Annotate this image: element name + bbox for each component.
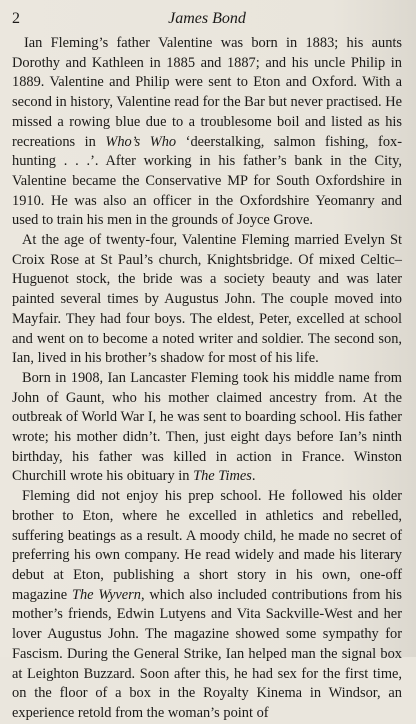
text-run: ‘deerstalking, salmon fishing, fox-hunting . . .’. After working in his father’s bank in the City, Valentine became the Conservative MP for South Oxfordshire in 1910. He was also an officer in the Oxfordshire Yeomanry and used to train his men in the grounds of Joyce Grove. — [12, 133, 403, 229]
italic-title: The Wyvern — [71, 586, 141, 603]
paragraph — [12, 487, 402, 723]
text-run: . — [251, 468, 256, 485]
paragraph — [12, 34, 402, 231]
running-head — [12, 8, 402, 34]
text-run: , which also included contributions from his mother’s friends, Edwin Lutyens and Vita Sackville-West and her lover Augustus John. The magazine showed some sympathy for Fascism. During the General Strike, Ian helped man the signal box at Leighton Buzzard. Soon after this, he had sex for the first time, on the floor of a box in the Royalty Kinema in Windsor, an experience retold from the woman’s point of — [12, 586, 402, 721]
paragraph — [12, 369, 402, 487]
text-run: At the age of twenty-four, Valentine Fleming married Evelyn St Croix Rose at St Paul’s church, Knightsbridge. Of mixed Celtic–Huguenot stock, the bride was a society beauty and was later painted several times by Augustus John. The couple moved into Mayfair. They had four boys. The eldest, Peter, excelled at school and went on to become a noted writer and soldier. The second son, Ian, lived in his brother’s shadow for most of his life. — [12, 232, 402, 367]
running-title: James Bond — [168, 10, 246, 27]
text-run: Fleming did not enjoy his prep school. He followed his older brother to Eton, where he excelled in athletics and rebelled, suffering beatings as a result. A moody child, he made no secret of preferring his own company. He read widely and made his literary debut at Eton, publishing a short story in his own, one-off magazine — [12, 488, 402, 603]
page-number: 2 — [12, 10, 20, 27]
italic-title: The Times — [193, 468, 252, 485]
italic-title: Who’s Who — [105, 133, 177, 150]
text-run: Born in 1908, Ian Lancaster Fleming took his middle name from John of Gaunt, who his mother claimed ancestry from. At the outbreak of World War I, he was sent to boarding school. His father wrote; his mother didn’t. Then, just eight days before Ian’s ninth birthday, his father was killed in action in France. Winston Churchill wrote his obituary in — [12, 369, 402, 485]
body-text — [12, 34, 402, 724]
paragraph — [12, 231, 402, 369]
text-run: Ian Fleming’s father Valentine was born in 1883; his aunts Dorothy and Kathleen in 1885 and 1887; and his uncle Philip in 1889. Valentine and Philip were sent to Eton and Oxford. With a second in history, Valentine read for the Bar but never practised. He missed a rowing blue due to a troublesome boil and listed as his recreations in — [12, 35, 403, 150]
